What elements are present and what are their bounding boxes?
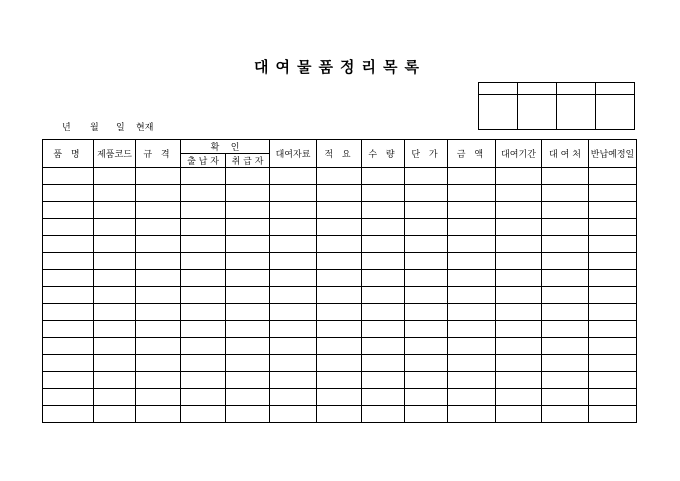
table-cell bbox=[317, 338, 362, 355]
table-body bbox=[43, 168, 637, 423]
table-cell bbox=[589, 321, 637, 338]
table-cell bbox=[181, 389, 226, 406]
table-row bbox=[43, 219, 637, 236]
table-row bbox=[43, 372, 637, 389]
table-row bbox=[43, 389, 637, 406]
table-row bbox=[43, 338, 637, 355]
table-cell bbox=[226, 355, 270, 372]
table-cell bbox=[136, 185, 181, 202]
table-cell bbox=[226, 304, 270, 321]
header-lender: 대 여 처 bbox=[542, 140, 589, 168]
table-cell bbox=[181, 253, 226, 270]
table-cell bbox=[448, 219, 496, 236]
table-cell bbox=[542, 236, 589, 253]
table-cell bbox=[405, 168, 448, 185]
table-cell bbox=[542, 168, 589, 185]
table-cell bbox=[136, 355, 181, 372]
table-cell bbox=[496, 287, 542, 304]
table-cell bbox=[181, 185, 226, 202]
table-cell bbox=[94, 287, 136, 304]
table-cell bbox=[43, 287, 94, 304]
table-cell bbox=[94, 202, 136, 219]
table-cell bbox=[226, 185, 270, 202]
table-cell bbox=[226, 287, 270, 304]
table-cell bbox=[542, 202, 589, 219]
table-cell bbox=[43, 338, 94, 355]
table-cell bbox=[136, 219, 181, 236]
year-label: 년 bbox=[62, 123, 71, 133]
table-cell bbox=[136, 287, 181, 304]
table-cell bbox=[589, 389, 637, 406]
table-cell bbox=[43, 253, 94, 270]
table-cell bbox=[405, 406, 448, 423]
table-cell bbox=[448, 236, 496, 253]
approval-sign-cell bbox=[596, 95, 635, 130]
table-cell bbox=[226, 389, 270, 406]
table-cell bbox=[136, 406, 181, 423]
header-cashier: 출 납 자 bbox=[181, 154, 226, 168]
table-cell bbox=[43, 304, 94, 321]
table-cell bbox=[136, 372, 181, 389]
table-cell bbox=[405, 253, 448, 270]
table-cell bbox=[589, 202, 637, 219]
table-cell bbox=[405, 321, 448, 338]
table-cell bbox=[94, 236, 136, 253]
approval-head-cell bbox=[479, 83, 518, 95]
table-cell bbox=[542, 270, 589, 287]
table-cell bbox=[226, 321, 270, 338]
table-cell bbox=[270, 202, 317, 219]
table-cell bbox=[405, 185, 448, 202]
table-cell bbox=[496, 219, 542, 236]
table-cell bbox=[542, 219, 589, 236]
header-rental-period: 대여기간 bbox=[496, 140, 542, 168]
table-cell bbox=[542, 389, 589, 406]
table-cell bbox=[496, 355, 542, 372]
table-cell bbox=[448, 270, 496, 287]
table-cell bbox=[362, 287, 405, 304]
table-cell bbox=[496, 338, 542, 355]
table-cell bbox=[270, 355, 317, 372]
table-cell bbox=[226, 202, 270, 219]
table-row bbox=[43, 287, 637, 304]
table-cell bbox=[496, 253, 542, 270]
table-cell bbox=[43, 355, 94, 372]
table-cell bbox=[181, 304, 226, 321]
table-row bbox=[43, 355, 637, 372]
table-cell bbox=[317, 389, 362, 406]
table-row bbox=[43, 304, 637, 321]
table-cell bbox=[270, 253, 317, 270]
table-cell bbox=[270, 219, 317, 236]
header-quantity: 수 량 bbox=[362, 140, 405, 168]
table-cell bbox=[226, 219, 270, 236]
table-cell bbox=[94, 338, 136, 355]
table-cell bbox=[589, 168, 637, 185]
header-product-code: 제품코드 bbox=[94, 140, 136, 168]
table-cell bbox=[181, 236, 226, 253]
header-handler: 취 급 자 bbox=[226, 154, 270, 168]
table-cell bbox=[317, 202, 362, 219]
table-cell bbox=[136, 270, 181, 287]
table-cell bbox=[317, 253, 362, 270]
table-cell bbox=[136, 168, 181, 185]
table-cell bbox=[43, 202, 94, 219]
table-cell bbox=[43, 236, 94, 253]
table-cell bbox=[542, 321, 589, 338]
table-cell bbox=[270, 236, 317, 253]
date-line bbox=[62, 120, 153, 133]
approval-sign-cell bbox=[557, 95, 596, 130]
table-cell bbox=[405, 219, 448, 236]
table-cell bbox=[362, 355, 405, 372]
table-cell bbox=[448, 168, 496, 185]
table-cell bbox=[317, 406, 362, 423]
table-cell bbox=[181, 372, 226, 389]
table-cell bbox=[362, 304, 405, 321]
table-cell bbox=[181, 406, 226, 423]
table-cell bbox=[362, 168, 405, 185]
table-cell bbox=[226, 270, 270, 287]
table-cell bbox=[43, 270, 94, 287]
table-cell bbox=[405, 236, 448, 253]
header-rental-data: 대여자료 bbox=[270, 140, 317, 168]
table-cell bbox=[317, 270, 362, 287]
table-cell bbox=[448, 202, 496, 219]
table-cell bbox=[448, 406, 496, 423]
table-cell bbox=[496, 236, 542, 253]
table-cell bbox=[226, 253, 270, 270]
table-cell bbox=[317, 321, 362, 338]
table-cell bbox=[405, 372, 448, 389]
approval-head-cell bbox=[557, 83, 596, 95]
table-cell bbox=[94, 185, 136, 202]
table-cell bbox=[136, 389, 181, 406]
table-row bbox=[43, 168, 637, 185]
table-cell bbox=[270, 304, 317, 321]
table-cell bbox=[496, 321, 542, 338]
table-cell bbox=[496, 168, 542, 185]
table-cell bbox=[542, 355, 589, 372]
header-spec: 규 격 bbox=[136, 140, 181, 168]
table-cell bbox=[448, 321, 496, 338]
day-label: 일 bbox=[116, 123, 125, 133]
table-cell bbox=[181, 338, 226, 355]
table-cell bbox=[405, 338, 448, 355]
table-cell bbox=[181, 355, 226, 372]
table-cell bbox=[362, 219, 405, 236]
table-cell bbox=[94, 270, 136, 287]
header-return-date: 반납예정일 bbox=[589, 140, 637, 168]
table-cell bbox=[94, 168, 136, 185]
table-cell bbox=[589, 185, 637, 202]
table-cell bbox=[136, 304, 181, 321]
table-cell bbox=[317, 236, 362, 253]
table-cell bbox=[362, 270, 405, 287]
table-cell bbox=[43, 219, 94, 236]
table-cell bbox=[43, 185, 94, 202]
approval-head-cell bbox=[596, 83, 635, 95]
table-cell bbox=[270, 287, 317, 304]
table-cell bbox=[542, 338, 589, 355]
as-of-label: 현재 bbox=[136, 123, 154, 133]
table-cell bbox=[181, 287, 226, 304]
approval-box bbox=[478, 82, 635, 130]
header-amount: 금 액 bbox=[448, 140, 496, 168]
table-cell bbox=[496, 372, 542, 389]
table-cell bbox=[405, 270, 448, 287]
table-cell bbox=[362, 406, 405, 423]
table-cell bbox=[542, 185, 589, 202]
table-cell bbox=[362, 236, 405, 253]
table-cell bbox=[542, 304, 589, 321]
table-cell bbox=[94, 321, 136, 338]
table-cell bbox=[405, 355, 448, 372]
table-cell bbox=[270, 406, 317, 423]
table-cell bbox=[317, 304, 362, 321]
table-cell bbox=[362, 321, 405, 338]
approval-sign-cell bbox=[518, 95, 557, 130]
table-cell bbox=[43, 389, 94, 406]
table-cell bbox=[136, 338, 181, 355]
table-cell bbox=[405, 304, 448, 321]
table-cell bbox=[589, 270, 637, 287]
table-cell bbox=[589, 304, 637, 321]
table-cell bbox=[317, 219, 362, 236]
table-cell bbox=[270, 338, 317, 355]
table-cell bbox=[542, 372, 589, 389]
table-cell bbox=[181, 270, 226, 287]
table-cell bbox=[226, 236, 270, 253]
table-cell bbox=[496, 389, 542, 406]
table-cell bbox=[43, 168, 94, 185]
table-cell bbox=[405, 202, 448, 219]
table-cell bbox=[317, 185, 362, 202]
table-cell bbox=[94, 304, 136, 321]
table-cell bbox=[542, 253, 589, 270]
table-cell bbox=[317, 372, 362, 389]
table-cell bbox=[94, 219, 136, 236]
table-cell bbox=[270, 185, 317, 202]
table-cell bbox=[589, 219, 637, 236]
table-cell bbox=[43, 321, 94, 338]
table-row bbox=[43, 202, 637, 219]
table-cell bbox=[94, 372, 136, 389]
table-cell bbox=[43, 372, 94, 389]
table-cell bbox=[181, 219, 226, 236]
table-cell bbox=[226, 372, 270, 389]
table-cell bbox=[589, 372, 637, 389]
table-cell bbox=[226, 338, 270, 355]
table-cell bbox=[496, 202, 542, 219]
table-cell bbox=[589, 406, 637, 423]
table-cell bbox=[94, 253, 136, 270]
table-cell bbox=[270, 321, 317, 338]
table-cell bbox=[362, 389, 405, 406]
table-cell bbox=[136, 236, 181, 253]
table-cell bbox=[270, 389, 317, 406]
table-cell bbox=[589, 287, 637, 304]
table-cell bbox=[589, 338, 637, 355]
table-cell bbox=[136, 202, 181, 219]
approval-head-cell bbox=[518, 83, 557, 95]
header-item-name: 품 명 bbox=[43, 140, 94, 168]
table-cell bbox=[270, 168, 317, 185]
table-cell bbox=[181, 202, 226, 219]
table-cell bbox=[448, 372, 496, 389]
table-cell bbox=[270, 270, 317, 287]
rental-items-table bbox=[42, 139, 637, 423]
table-cell bbox=[448, 338, 496, 355]
table-cell bbox=[405, 287, 448, 304]
table-row bbox=[43, 185, 637, 202]
table-row bbox=[43, 406, 637, 423]
document-title: 대여물품정리목록 bbox=[254, 58, 426, 76]
month-label: 월 bbox=[90, 123, 99, 133]
table-cell bbox=[542, 287, 589, 304]
table-cell bbox=[496, 270, 542, 287]
table-cell bbox=[317, 168, 362, 185]
table-cell bbox=[362, 185, 405, 202]
table-cell bbox=[226, 406, 270, 423]
table-cell bbox=[496, 185, 542, 202]
table-cell bbox=[226, 168, 270, 185]
table-row bbox=[43, 236, 637, 253]
table-cell bbox=[362, 338, 405, 355]
table-cell bbox=[448, 253, 496, 270]
table-cell bbox=[181, 321, 226, 338]
table-cell bbox=[448, 287, 496, 304]
table-cell bbox=[362, 372, 405, 389]
table-cell bbox=[317, 287, 362, 304]
header-confirm: 확 인 bbox=[181, 140, 270, 154]
table-cell bbox=[94, 389, 136, 406]
table-cell bbox=[448, 389, 496, 406]
table-cell bbox=[448, 355, 496, 372]
table-cell bbox=[496, 406, 542, 423]
table-row bbox=[43, 321, 637, 338]
table-cell bbox=[448, 185, 496, 202]
table-row bbox=[43, 270, 637, 287]
table-cell bbox=[448, 304, 496, 321]
table-cell bbox=[362, 202, 405, 219]
table-cell bbox=[136, 321, 181, 338]
table-cell bbox=[43, 406, 94, 423]
table-cell bbox=[589, 253, 637, 270]
table-cell bbox=[405, 389, 448, 406]
table-cell bbox=[181, 168, 226, 185]
header-summary: 적 요 bbox=[317, 140, 362, 168]
table-cell bbox=[362, 253, 405, 270]
table-cell bbox=[542, 406, 589, 423]
table-row bbox=[43, 253, 637, 270]
table-cell bbox=[94, 355, 136, 372]
table-cell bbox=[136, 253, 181, 270]
table-cell bbox=[270, 372, 317, 389]
table-cell bbox=[589, 355, 637, 372]
approval-sign-cell bbox=[479, 95, 518, 130]
table-cell bbox=[94, 406, 136, 423]
table-cell bbox=[589, 236, 637, 253]
header-unit-price: 단 가 bbox=[405, 140, 448, 168]
table-cell bbox=[496, 304, 542, 321]
table-cell bbox=[317, 355, 362, 372]
